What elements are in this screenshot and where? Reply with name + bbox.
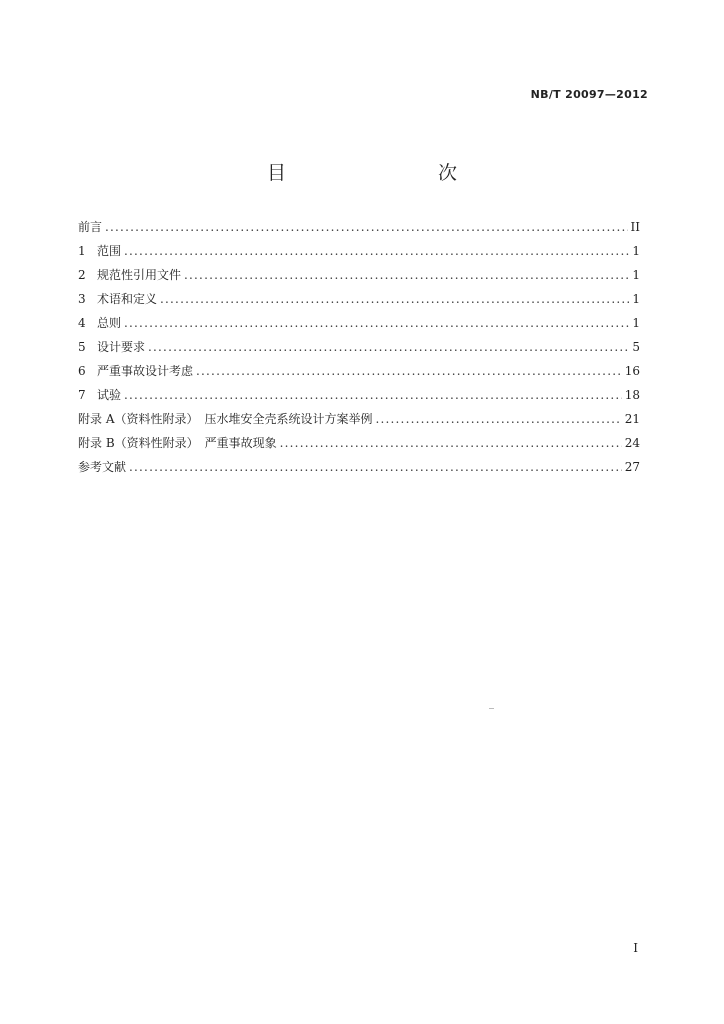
page-number: I	[633, 941, 638, 955]
toc-entry-number: 6	[78, 364, 86, 378]
toc-entry-number: 7	[78, 388, 86, 402]
toc-entry-number: 5	[78, 340, 86, 354]
toc-entry-number: 2	[78, 268, 86, 282]
toc-entry-page: 1	[632, 244, 640, 258]
scan-speck	[489, 708, 494, 709]
toc-entry-normative-references[interactable]	[78, 266, 640, 290]
toc-entry-number: 3	[78, 292, 86, 306]
toc-entry-number: 1	[78, 244, 86, 258]
toc-entry-label: 参考文献	[78, 460, 127, 474]
dot-leader	[375, 412, 621, 426]
dot-leader	[196, 364, 622, 378]
toc-entry-bibliography[interactable]	[78, 458, 640, 482]
toc-entry-page: 1	[632, 292, 640, 306]
toc-entry-scope[interactable]	[78, 242, 640, 266]
dot-leader	[124, 316, 629, 330]
toc-entry-page: 5	[632, 340, 640, 354]
toc-entry-number: 4	[78, 316, 86, 330]
dot-leader	[160, 292, 629, 306]
dot-leader	[280, 436, 622, 450]
toc-entry-severe-accident-design[interactable]	[78, 362, 640, 386]
toc-entry-label: 前言	[78, 220, 103, 234]
toc-entry-label: 试验	[97, 388, 122, 402]
toc-entry-page: II	[630, 220, 640, 234]
toc-entry-label: 附录 A（资料性附录） 压水堆安全壳系统设计方案举例	[78, 412, 373, 426]
toc-entry-tests[interactable]	[78, 386, 640, 410]
toc-entry-label: 附录 B（资料性附录） 严重事故现象	[78, 436, 277, 450]
dot-leader	[148, 340, 629, 354]
standard-code: NB/T 20097—2012	[530, 88, 648, 101]
page-title: 目 次	[266, 162, 495, 184]
dot-leader	[124, 388, 622, 402]
toc-entry-page: 16	[624, 364, 640, 378]
toc-entry-label: 范围	[97, 244, 122, 258]
toc-entry-label: 术语和定义	[97, 292, 158, 306]
toc-entry-page: 24	[624, 436, 640, 450]
toc-entry-page: 21	[624, 412, 640, 426]
dot-leader	[105, 220, 628, 234]
toc-entry-page: 18	[624, 388, 640, 402]
toc-entry-label: 设计要求	[97, 340, 146, 354]
toc-entry-page: 1	[632, 316, 640, 330]
toc-entry-design-requirements[interactable]	[78, 338, 640, 362]
toc-entry-label: 规范性引用文件	[97, 268, 182, 282]
toc-entry-page: 1	[632, 268, 640, 282]
toc-entry-appendix-a[interactable]	[78, 410, 640, 434]
dot-leader	[124, 244, 629, 258]
table-of-contents	[78, 218, 640, 482]
toc-entry-label: 总则	[97, 316, 122, 330]
toc-entry-page: 27	[624, 460, 640, 474]
toc-entry-appendix-b[interactable]	[78, 434, 640, 458]
dot-leader	[184, 268, 629, 282]
toc-entry-label: 严重事故设计考虑	[97, 364, 194, 378]
dot-leader	[129, 460, 622, 474]
toc-entry-preface[interactable]	[78, 218, 640, 242]
toc-entry-general[interactable]	[78, 314, 640, 338]
toc-entry-terms-definitions[interactable]	[78, 290, 640, 314]
